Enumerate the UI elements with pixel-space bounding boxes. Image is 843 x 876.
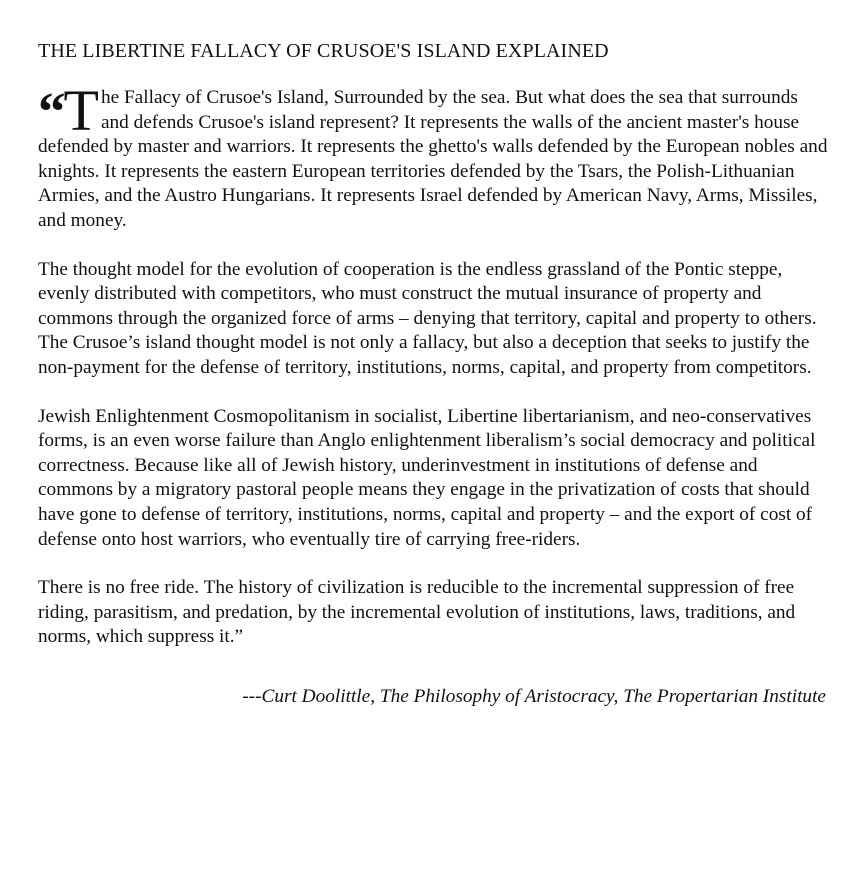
document-page	[38, 38, 828, 710]
paragraph-1-text: he Fallacy of Crusoe's Island, Surrounded by the sea. But what does the sea that surrounds and defends Crusoe's island represent? It represents the walls of the ancient master's house defended by master and warriors. It represents the ghetto's walls defended by the European nobles and knights. It represents the eastern European territories defended by the Tsars, the Polish-Lithuanian Armies, and the Austro Hungarians. It represents Israel defended by American Navy, Arms, Missiles, and money.	[38, 87, 828, 231]
document-title: THE LIBERTINE FALLACY OF CRUSOE'S ISLAND EXPLAINED	[38, 40, 609, 62]
paragraph-3: Jewish Enlightenment Cosmopolitanism in socialist, Libertine libertarianism, and neo-conservatives forms, is an even worse failure than Anglo enlightenment liberalism’s social democracy and political correctness. Because like all of Jewish history, underinvestment in institutions of defense and commons by a migratory pastoral people means they engage in the privatization of costs that should have gone to defense of territory, institutions, norms, capital and property – and the export of cost of defense onto host warriors, who eventually tire of carrying free-riders.	[38, 405, 816, 550]
paragraph-1	[38, 78, 828, 234]
paragraph-4: There is no free ride. The history of civilization is reducible to the incremental suppression of free riding, parasitism, and predation, by the incremental evolution of institutions, laws, traditions, and norms, which suppress it.”	[38, 577, 796, 648]
opening-quote-mark: “	[38, 81, 64, 142]
paragraph-2: The thought model for the evolution of cooperation is the endless grassland of the Pontic steppe, evenly distributed with competitors, who must construct the mutual insurance of property and commons through the organized force of arms – denying that territory, capital and property to others. The Crusoe’s island thought model is not only a fallacy, but also a deception that seeks to justify the non-payment for the defense of territory, institutions, norms, capital, and property from competitors.	[38, 258, 817, 378]
drop-cap-letter: T	[63, 78, 99, 143]
quote-attribution: ---Curt Doolittle, The Philosophy of Aristocracy, The Propertarian Institute	[242, 685, 826, 707]
opening-quote-drop-cap	[38, 78, 99, 143]
